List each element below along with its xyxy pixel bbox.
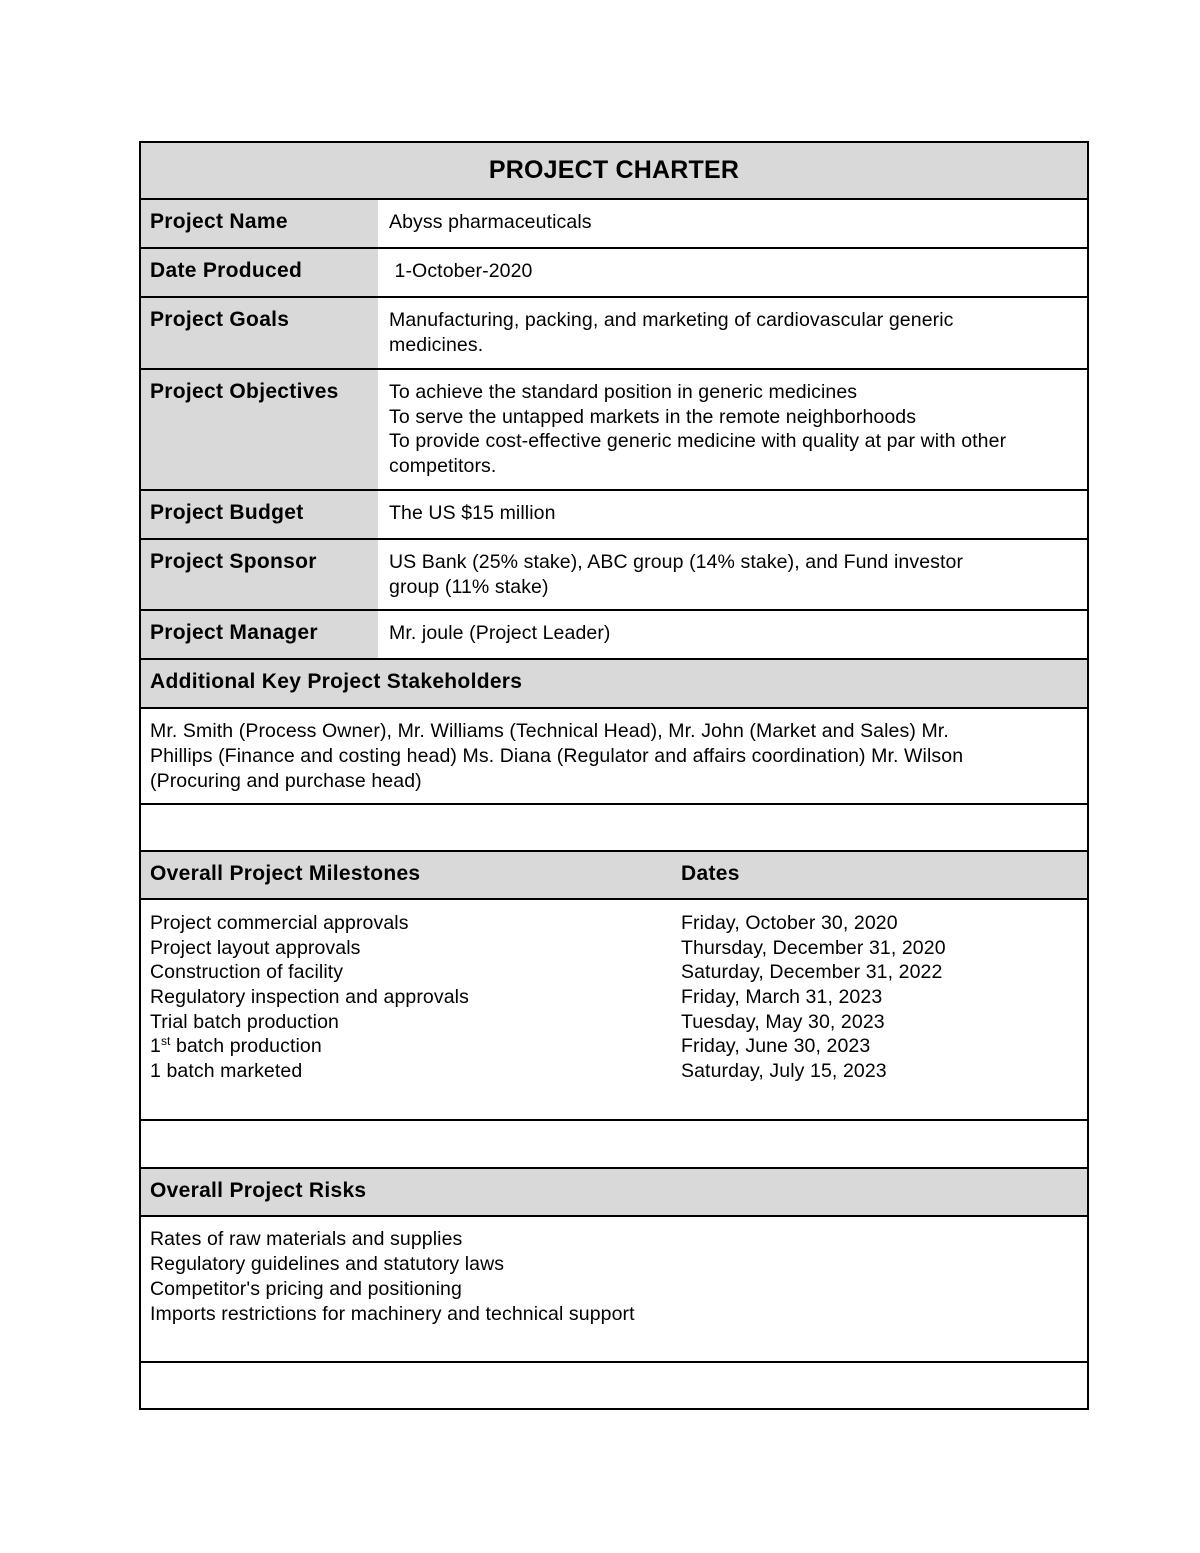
milestone-dates — [671, 900, 1087, 1119]
project-manager-row — [141, 611, 1087, 660]
risks-body-row — [141, 1217, 1087, 1363]
stakeholders-line: Mr. Smith (Process Owner), Mr. Williams (Technical Head), Mr. John (Market and Sales) Mr. — [150, 720, 949, 742]
date-produced-value: 1-October-2020 — [389, 260, 533, 282]
blank-row — [141, 1363, 1087, 1408]
milestone-name: Regulatory inspection and approvals — [150, 986, 469, 1009]
milestone-date: Saturday, December 31, 2022 — [681, 961, 943, 984]
objective-line: To provide cost-effective generic medicine with quality at par with other — [389, 430, 1007, 453]
milestone-date: Friday, June 30, 2023 — [681, 1035, 871, 1058]
stakeholders-line: Phillips (Finance and costing head) Ms. Diana (Regulator and affairs coordination) Mr. Wilson — [150, 745, 964, 767]
project-budget-label: Project Budget — [141, 491, 378, 538]
project-sponsor-label: Project Sponsor — [141, 540, 378, 609]
project-charter-table — [139, 141, 1089, 1410]
date-produced-row — [141, 249, 1087, 298]
stakeholders-heading-row — [141, 660, 1087, 709]
blank-row — [141, 805, 1087, 852]
project-goals-label: Project Goals — [141, 298, 378, 368]
milestone-date: Saturday, July 15, 2023 — [681, 1060, 887, 1083]
project-objectives-value — [378, 370, 1087, 489]
risk-item: Competitor's pricing and positioning — [150, 1278, 462, 1300]
milestone-name: Trial batch production — [150, 1010, 339, 1033]
project-sponsor-value — [378, 540, 1087, 609]
milestone-date: Friday, March 31, 2023 — [681, 986, 883, 1009]
milestone-date: Tuesday, May 30, 2023 — [681, 1010, 885, 1033]
project-objectives-label: Project Objectives — [141, 370, 378, 489]
goals-line: medicines. — [389, 333, 484, 356]
objective-line: competitors. — [389, 455, 497, 478]
milestone-name: Project layout approvals — [150, 936, 361, 959]
milestone-names — [141, 900, 671, 1119]
milestones-heading-row — [141, 852, 1087, 900]
stakeholders-line: (Procuring and purchase head) — [150, 770, 422, 792]
risk-item: Regulatory guidelines and statutory laws — [150, 1253, 505, 1275]
sponsor-line: US Bank (25% stake), ABC group (14% stake), and Fund investor — [389, 551, 964, 573]
charter-title: PROJECT CHARTER — [488, 156, 740, 184]
milestone-date: Thursday, December 31, 2020 — [681, 936, 946, 959]
project-budget-row — [141, 491, 1087, 540]
milestone-ordinal-suffix: st — [160, 1034, 171, 1049]
project-name-value: Abyss pharmaceuticals — [389, 211, 592, 233]
milestone-name — [150, 1034, 671, 1059]
charter-title-row — [141, 143, 1087, 200]
project-objectives-row — [141, 370, 1087, 491]
milestone-name-text: batch production — [170, 1035, 322, 1058]
project-name-row — [141, 200, 1087, 249]
milestone-ordinal: 1 — [150, 1035, 161, 1058]
date-produced-label: Date Produced — [141, 249, 378, 296]
dates-heading: Dates — [681, 862, 740, 885]
project-goals-row — [141, 298, 1087, 370]
risk-item: Rates of raw materials and supplies — [150, 1228, 463, 1250]
objective-line: To achieve the standard position in generic medicines — [389, 381, 858, 403]
objective-line: To serve the untapped markets in the remote neighborhoods — [389, 405, 917, 428]
milestone-date: Friday, October 30, 2020 — [681, 912, 898, 934]
milestones-body-row — [141, 900, 1087, 1121]
stakeholders-list — [141, 709, 1087, 803]
risks-list — [141, 1217, 1087, 1361]
milestone-name: Project commercial approvals — [150, 912, 409, 934]
sponsor-line: group (11% stake) — [389, 575, 549, 598]
project-budget-value: The US $15 million — [389, 502, 556, 524]
project-manager-value: Mr. joule (Project Leader) — [389, 622, 611, 644]
stakeholders-heading: Additional Key Project Stakeholders — [141, 660, 1087, 707]
project-sponsor-row — [141, 540, 1087, 611]
risk-item: Imports restrictions for machinery and technical support — [150, 1303, 635, 1325]
goals-line: Manufacturing, packing, and marketing of cardiovascular generic — [389, 309, 954, 331]
milestones-heading: Overall Project Milestones — [150, 862, 421, 885]
risks-heading-row — [141, 1169, 1087, 1217]
stakeholders-body-row — [141, 709, 1087, 805]
project-goals-value — [378, 298, 1087, 368]
risks-heading: Overall Project Risks — [141, 1169, 1087, 1215]
blank-row — [141, 1121, 1087, 1169]
milestone-name: 1 batch marketed — [150, 1060, 303, 1083]
project-name-label: Project Name — [141, 200, 378, 247]
milestone-name: Construction of facility — [150, 961, 344, 984]
project-manager-label: Project Manager — [141, 611, 378, 658]
